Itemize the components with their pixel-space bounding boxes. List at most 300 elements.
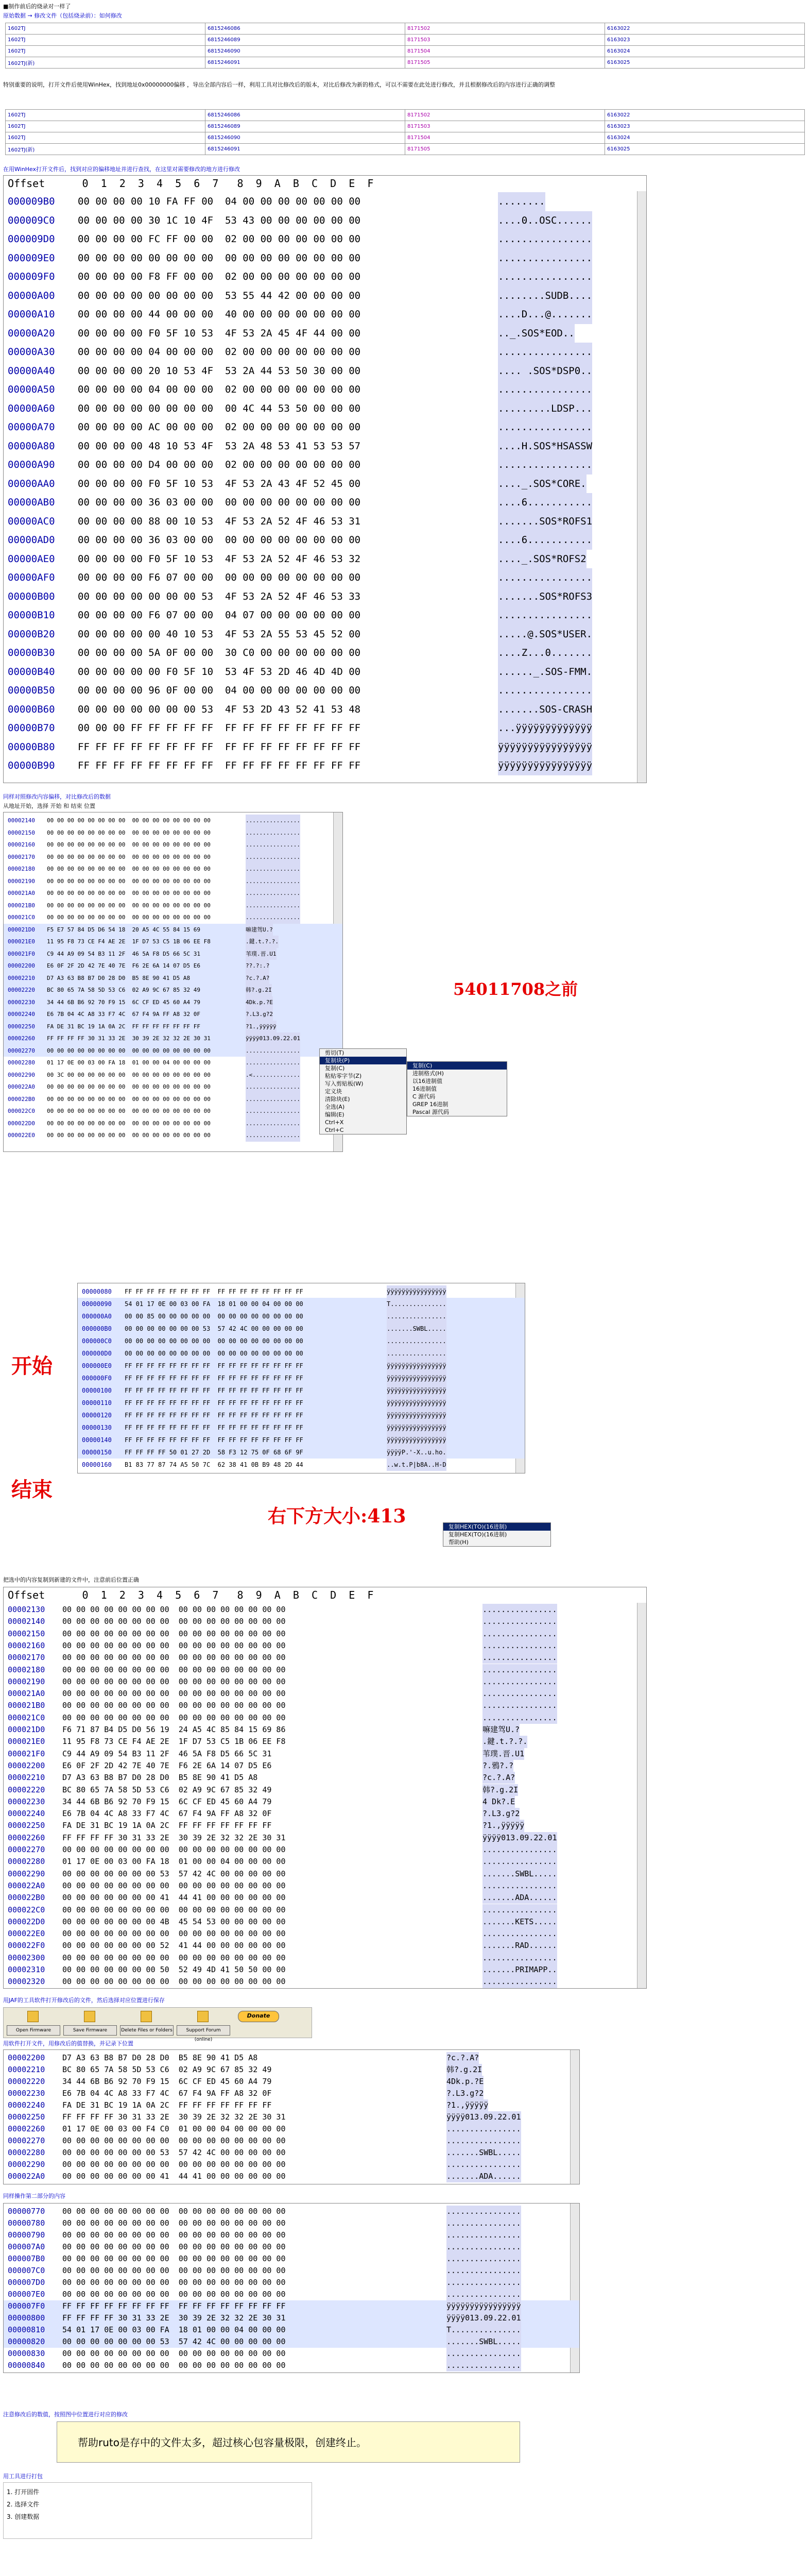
hex-bytes[interactable]: 01 17 0E 00 03 00 FA 18 01 00 00 04 00 00 00 00 <box>47 1059 211 1066</box>
hex-ascii[interactable]: ....Z...0....... <box>498 643 592 663</box>
menu-item[interactable]: Ctrl+C <box>325 1127 344 1133</box>
hex-ascii[interactable]: ....6........... <box>498 531 592 550</box>
hex-ascii[interactable]: ................ <box>482 1640 557 1652</box>
hex-ascii[interactable]: ÿÿÿÿ013.09.22.01 <box>446 2111 521 2123</box>
hex-bytes[interactable]: 00 00 00 00 00 00 00 00 00 00 00 00 00 00 00 00 <box>47 817 211 824</box>
hex-bytes[interactable]: 00 00 00 00 00 00 00 00 00 00 00 00 00 00 00 00 <box>47 877 211 885</box>
hex-row[interactable] <box>4 2099 579 2111</box>
hex-row[interactable] <box>4 1772 646 1784</box>
hex-row[interactable] <box>4 2241 579 2253</box>
hex-ascii[interactable]: 4Dk.p.?E <box>246 996 273 1009</box>
hex-ascii[interactable]: ................ <box>446 2360 521 2371</box>
menu-item[interactable]: 剪切(T) <box>325 1049 344 1056</box>
hex-bytes[interactable]: FF FF FF FF 30 31 33 2E 30 39 2E 32 32 2E 30 31 <box>62 1833 286 1842</box>
hex-bytes[interactable]: 34 44 6B B6 92 70 F9 15 6C CF ED 45 60 A4 79 <box>47 998 201 1006</box>
menu-item[interactable]: 写入剪贴板(W) <box>325 1080 364 1087</box>
hex-ascii[interactable]: ................ <box>498 267 592 286</box>
hex-ascii[interactable]: ?.鴉?.? <box>482 1760 513 1772</box>
hex-row[interactable] <box>4 1868 646 1880</box>
hex-row[interactable] <box>4 719 646 738</box>
hex-ascii[interactable]: .......RAD...... <box>482 1940 557 1952</box>
hex-ascii[interactable]: ÿÿÿÿ013.09.22.01 <box>246 1032 300 1045</box>
hex-row[interactable] <box>78 1285 525 1298</box>
hex-row[interactable] <box>4 984 342 996</box>
hex-bytes[interactable]: 00 00 00 00 F8 FF 00 00 02 00 00 00 00 00 00 00 <box>78 271 361 282</box>
hex-row[interactable] <box>4 738 646 757</box>
hex-bytes[interactable]: 00 00 00 00 00 00 00 00 00 00 00 00 00 00 00 00 <box>62 1605 286 1614</box>
hex-row[interactable] <box>4 380 646 399</box>
hex-bytes[interactable]: 00 00 00 00 00 00 00 53 4F 53 2D 43 52 41 53 48 <box>78 703 361 715</box>
hex-ascii[interactable]: ÿÿÿÿP.'-X..u.ho. <box>387 1446 446 1459</box>
hex-ascii[interactable]: ÿÿÿÿÿÿÿÿÿÿÿÿÿÿÿÿ <box>387 1384 446 1397</box>
hex-ascii[interactable]: .<.............. <box>246 1069 300 1081</box>
hex-row[interactable] <box>4 305 646 324</box>
hex-ascii[interactable]: ......_.SOS-FMM. <box>498 663 592 682</box>
hex-ascii[interactable]: ................ <box>482 1652 557 1664</box>
hex-row[interactable] <box>4 2277 579 2289</box>
submenu-item[interactable]: GREP 16进制 <box>412 1101 449 1108</box>
hex-ascii[interactable]: .....@.SOS*USER. <box>498 625 592 644</box>
hex-row[interactable] <box>4 286 646 306</box>
hex-ascii[interactable]: 嘛建驾U.? <box>482 1724 520 1736</box>
hex-ascii[interactable]: ................ <box>246 1081 300 1093</box>
hex-ascii[interactable]: T............... <box>446 2324 521 2336</box>
hex-ascii[interactable]: .......SOS-CRASH <box>498 700 592 719</box>
hex-row[interactable] <box>4 512 646 531</box>
menu-item[interactable]: 清除块(E) <box>325 1096 350 1103</box>
hex-ascii[interactable]: ................ <box>482 1628 557 1640</box>
hex-bytes[interactable]: 00 00 00 00 00 00 00 00 00 00 00 00 00 00 00 00 <box>62 2207 286 2216</box>
hex-ascii[interactable]: ................ <box>446 2265 521 2277</box>
hex-bytes[interactable]: 00 00 00 00 00 00 00 00 00 00 00 00 00 00 00 00 <box>125 1337 303 1345</box>
hex-bytes[interactable]: FF FF FF FF FF FF FF FF FF FF FF FF FF FF FF FF <box>125 1399 303 1406</box>
hex-row[interactable] <box>4 493 646 512</box>
hex-bytes[interactable]: FA DE 31 BC 19 1A 0A 2C FF FF FF FF FF FF FF <box>62 2100 272 2110</box>
hex-ascii[interactable]: ................ <box>482 1976 557 1988</box>
hex-row[interactable] <box>78 1409 525 1421</box>
hex-bytes[interactable]: F6 71 87 B4 D5 D0 56 19 24 A5 4C 85 84 15 69 86 <box>62 1725 286 1734</box>
hex-row[interactable] <box>4 531 646 550</box>
menu-item[interactable]: 复制块(P) <box>320 1057 406 1064</box>
hex-bytes[interactable]: 00 00 00 00 00 00 00 00 00 00 00 00 00 00 00 00 <box>47 853 211 860</box>
hex-row[interactable] <box>4 1904 646 1916</box>
hex-ascii[interactable]: ................ <box>387 1310 446 1323</box>
hex-bytes[interactable]: 00 00 00 00 00 00 00 00 00 00 00 00 00 00 00 00 <box>62 2160 286 2169</box>
hex-bytes[interactable]: 00 00 00 00 00 00 00 00 00 00 00 00 00 00 00 00 <box>62 1701 286 1710</box>
hex-row[interactable] <box>4 2111 579 2123</box>
hex-row[interactable] <box>78 1347 525 1360</box>
hex-ascii[interactable]: .......SWBL..... <box>387 1323 446 1335</box>
hex-ascii[interactable]: .......KETS..... <box>482 1916 557 1928</box>
hex-bytes[interactable]: 00 00 00 00 00 00 00 00 00 00 00 00 00 00 00 00 <box>47 890 211 896</box>
hex-bytes[interactable]: B1 83 77 87 74 A5 50 7C 62 38 41 0B B9 48 2D 44 <box>125 1461 303 1468</box>
hex-bytes[interactable]: E6 7B 04 4C A8 33 F7 4C 67 F4 9A FF A8 32 0F <box>47 1011 201 1018</box>
hex-row[interactable] <box>4 606 646 625</box>
hex-bytes[interactable]: D7 A3 63 B8 B7 D0 28 D0 B5 8E 90 41 D5 A8 <box>62 1773 258 1783</box>
hex-row[interactable] <box>4 948 342 960</box>
hex-bytes[interactable]: 00 00 00 00 00 00 00 00 00 00 00 00 00 00 00 00 <box>62 1880 286 1890</box>
hex-row[interactable] <box>4 324 646 343</box>
hex-bytes[interactable]: 00 00 00 00 00 00 00 00 00 00 00 00 00 00 00 00 <box>62 2230 286 2240</box>
hex-ascii[interactable]: ÿÿÿÿÿÿÿÿÿÿÿÿÿÿÿÿ <box>387 1434 446 1446</box>
hex-ascii[interactable]: ................ <box>446 2348 521 2360</box>
hex-ascii[interactable]: ................ <box>446 2277 521 2289</box>
hex-row[interactable] <box>4 972 342 985</box>
hex-ascii[interactable]: ................ <box>446 2229 521 2241</box>
hex-bytes[interactable]: FF FF FF FF FF FF FF FF FF FF FF FF FF FF FF FF <box>125 1387 303 1394</box>
hex-ascii[interactable]: ?1.,ÿÿÿÿÿ <box>446 2099 488 2111</box>
menu-item[interactable]: 定义块 <box>325 1088 342 1095</box>
hex-ascii[interactable]: 苇璞.晋.U1 <box>482 1748 524 1760</box>
hex-bytes[interactable]: BC 80 65 7A 58 5D 53 C6 02 A9 9C 67 85 32 49 <box>62 2065 272 2074</box>
hex-row[interactable] <box>4 1105 342 1117</box>
hex-row[interactable] <box>4 2348 579 2360</box>
hex-ascii[interactable]: ................ <box>446 2289 521 2300</box>
hex-bytes[interactable]: E6 7B 04 4C A8 33 F7 4C 67 F4 9A FF A8 32 0F <box>62 1809 272 1819</box>
hex-bytes[interactable]: 00 00 00 00 00 00 00 00 00 00 00 00 00 00 00 00 <box>62 2290 286 2299</box>
hex-ascii[interactable]: ................ <box>446 2135 521 2147</box>
hex-editor-1[interactable] <box>3 175 647 783</box>
hex-row[interactable] <box>4 1057 342 1069</box>
hex-ascii[interactable]: ................ <box>446 2159 521 2171</box>
hex-row[interactable] <box>4 2147 579 2159</box>
hex-ascii[interactable]: ÿÿÿÿÿÿÿÿÿÿÿÿÿÿÿÿ <box>387 1397 446 1409</box>
hex-row[interactable] <box>4 1940 646 1952</box>
hex-row[interactable] <box>4 1916 646 1928</box>
hex-row[interactable] <box>78 1310 525 1323</box>
hex-bytes[interactable]: 01 17 0E 00 03 00 FA 18 01 00 00 04 00 00 00 00 <box>62 1857 286 1867</box>
hex-row[interactable] <box>4 1129 342 1142</box>
hex-row[interactable] <box>4 936 342 948</box>
hex-bytes[interactable]: 00 00 00 00 FC FF 00 00 02 00 00 00 00 00 00 00 <box>78 233 361 245</box>
hex-editor-4[interactable] <box>3 1587 647 1989</box>
hex-bytes[interactable]: 00 00 00 00 00 00 00 00 00 00 00 00 00 00 00 00 <box>47 1120 211 1127</box>
hex-bytes[interactable]: 00 00 00 00 00 00 00 53 57 42 4C 00 00 00 00 00 <box>125 1325 303 1332</box>
hex-ascii[interactable]: ................ <box>246 1045 300 1057</box>
hex-bytes[interactable]: 00 00 00 00 00 00 00 00 00 00 00 00 00 00 00 00 <box>47 1095 211 1103</box>
hex-row[interactable] <box>4 851 342 863</box>
hex-ascii[interactable]: ................ <box>246 815 300 827</box>
hex-row[interactable] <box>4 399 646 418</box>
hex-row[interactable] <box>4 2064 579 2076</box>
hex-ascii[interactable]: .......ADA...... <box>482 1892 557 1904</box>
hex-row[interactable] <box>4 643 646 663</box>
submenu-item[interactable]: Pascal 源代码 <box>412 1109 449 1115</box>
hex-row[interactable] <box>4 2253 579 2265</box>
hex-ascii[interactable]: .......SWBL..... <box>446 2336 521 2348</box>
hex-ascii[interactable]: ................ <box>387 1335 446 1347</box>
hex-ascii[interactable]: ?.L3.g?2 <box>482 1808 520 1820</box>
hex-bytes[interactable]: 00 00 00 00 30 1C 10 4F 53 43 00 00 00 00 00 00 <box>78 214 361 226</box>
toolbar-button[interactable]: Save Firmware <box>63 2025 117 2036</box>
hex-bytes[interactable]: 00 00 00 00 00 00 00 00 00 00 00 00 00 00 00 00 <box>62 1713 286 1722</box>
hex-ascii[interactable]: ................ <box>482 1844 557 1856</box>
hex-row[interactable] <box>4 2312 579 2324</box>
hex-bytes[interactable]: 00 00 00 00 00 00 00 00 53 55 44 42 00 00 00 00 <box>78 290 361 301</box>
hex-row[interactable] <box>4 756 646 775</box>
hex-row[interactable] <box>4 1796 646 1808</box>
donate-button[interactable]: Donate <box>238 2011 279 2022</box>
hex-ascii[interactable]: ?.L3.g?2 <box>246 1008 273 1021</box>
hex-ascii[interactable]: ?.L3.g?2 <box>446 2088 484 2099</box>
hex-bytes[interactable]: 00 00 00 00 00 00 00 00 00 00 00 00 00 00 00 00 <box>47 866 211 872</box>
hex-row[interactable] <box>4 1712 646 1724</box>
hex-row[interactable] <box>78 1372 525 1384</box>
hex-row[interactable] <box>4 1604 646 1616</box>
toolbar-button[interactable]: Support Forum (online) <box>177 2025 230 2036</box>
hex-row[interactable] <box>4 1928 646 1940</box>
hex-row[interactable] <box>4 2324 579 2336</box>
hex-ascii[interactable]: ................ <box>446 2217 521 2229</box>
hex-ascii[interactable]: ??.?:.? <box>246 960 269 972</box>
hex-editor-5[interactable] <box>3 2049 580 2184</box>
copy-menu-item[interactable]: 复制HEX(TO)(16进制) <box>449 1531 507 1538</box>
hex-row[interactable] <box>4 1640 646 1652</box>
hex-row[interactable] <box>4 249 646 268</box>
hex-row[interactable] <box>4 418 646 437</box>
hex-ascii[interactable]: ................ <box>482 1880 557 1892</box>
hex-bytes[interactable]: 00 00 00 00 00 00 00 00 00 00 00 00 00 00 00 00 <box>62 2242 286 2251</box>
hex-bytes[interactable]: FF FF FF FF 30 31 33 2E 30 39 2E 32 32 2E 30 31 <box>62 2112 286 2122</box>
hex-row[interactable] <box>4 2159 579 2171</box>
hex-ascii[interactable]: ................ <box>482 1676 557 1688</box>
hex-ascii[interactable]: ÿÿÿÿÿÿÿÿÿÿÿÿÿÿÿÿ <box>387 1285 446 1298</box>
hex-ascii[interactable]: ...._.SOS*ROFS2 <box>498 550 587 569</box>
hex-bytes[interactable]: FF FF FF FF FF FF FF FF FF FF FF FF FF FF FF FF <box>78 760 361 771</box>
hex-row[interactable] <box>4 2076 579 2088</box>
hex-bytes[interactable]: FF FF FF FF FF FF FF FF FF FF FF FF FF FF FF FF <box>78 741 361 753</box>
hex-ascii[interactable]: ÿÿÿÿÿÿÿÿÿÿÿÿÿÿÿÿ <box>446 2300 521 2312</box>
hex-row[interactable] <box>4 2229 579 2241</box>
hex-ascii[interactable]: ................ <box>498 606 592 625</box>
hex-row[interactable] <box>4 875 342 888</box>
hex-row[interactable] <box>4 2289 579 2300</box>
copy-menu-item[interactable]: 帮助(H) <box>449 1539 469 1546</box>
hex-ascii[interactable]: .......PRIMAPP.. <box>482 1964 557 1976</box>
hex-bytes[interactable]: D7 A3 63 B8 B7 D0 28 D0 B5 8E 90 41 D5 A8 <box>62 2053 258 2062</box>
hex-bytes[interactable]: 34 44 6B B6 92 70 F9 15 6C CF ED 45 60 A4 79 <box>62 2077 272 2086</box>
hex-bytes[interactable]: 00 00 00 00 00 00 00 00 00 00 00 00 00 00 00 00 <box>47 1132 211 1139</box>
submenu-item[interactable]: 复制(C) <box>407 1062 507 1070</box>
hex-ascii[interactable]: .......ADA...... <box>446 2171 521 2182</box>
hex-bytes[interactable]: 00 00 00 00 00 00 00 52 41 44 00 00 00 00 00 00 <box>62 1941 286 1951</box>
hex-row[interactable] <box>4 1784 646 1796</box>
hex-ascii[interactable]: ................ <box>482 1664 557 1676</box>
hex-bytes[interactable]: BC 80 65 7A 58 5D 53 C6 02 A9 9C 67 85 32 49 <box>62 1785 272 1794</box>
hex-row[interactable] <box>4 863 342 875</box>
hex-row[interactable] <box>4 681 646 700</box>
hex-ascii[interactable]: ................ <box>246 827 300 839</box>
hex-row[interactable] <box>4 1724 646 1736</box>
hex-row[interactable] <box>4 2336 579 2348</box>
hex-bytes[interactable]: 00 00 00 00 F0 5F 10 53 4F 53 2A 45 4F 44 00 00 <box>78 327 361 339</box>
hex-row[interactable] <box>4 2088 579 2099</box>
hex-ascii[interactable]: ................ <box>482 1856 557 1868</box>
hex-row[interactable] <box>4 1676 646 1688</box>
hex-row[interactable] <box>4 1736 646 1748</box>
hex-bytes[interactable]: 00 00 00 00 00 00 00 00 00 4C 44 53 50 00 00 00 <box>78 402 361 414</box>
hex-row[interactable] <box>4 230 646 249</box>
hex-row[interactable] <box>4 1069 342 1081</box>
hex-row[interactable] <box>4 1628 646 1640</box>
hex-row[interactable] <box>4 1844 646 1856</box>
hex-row[interactable] <box>4 1856 646 1868</box>
hex-ascii[interactable]: ....0..OSC...... <box>498 211 592 230</box>
hex-row[interactable] <box>4 1664 646 1676</box>
hex-bytes[interactable]: 00 00 00 FF FF FF FF FF FF FF FF FF FF FF FF FF <box>78 722 361 734</box>
hex-row[interactable] <box>4 192 646 211</box>
hex-bytes[interactable]: 00 00 00 00 00 00 00 41 44 41 00 00 00 00 00 00 <box>62 1893 286 1903</box>
menu-item[interactable]: Ctrl+X <box>325 1119 344 1126</box>
hex-bytes[interactable]: FF FF FF FF FF FF FF FF FF FF FF FF FF FF FF FF <box>62 2301 286 2311</box>
hex-row[interactable] <box>4 437 646 456</box>
menu-item[interactable]: 粘贴零字节(Z) <box>325 1073 362 1079</box>
hex-ascii[interactable]: ÿÿÿÿÿÿÿÿÿÿÿÿÿÿÿÿ <box>498 738 592 757</box>
hex-row[interactable] <box>4 1832 646 1844</box>
hex-row[interactable] <box>4 1045 342 1057</box>
hex-bytes[interactable]: 00 00 00 00 00 00 00 00 00 00 00 00 00 00 00 00 <box>62 1953 286 1962</box>
hex-ascii[interactable]: ................ <box>446 2206 521 2217</box>
hex-ascii[interactable]: ................ <box>482 1712 557 1724</box>
hex-ascii[interactable]: ...._.SOS*CORE. <box>498 474 587 494</box>
hex-ascii[interactable]: ................ <box>246 911 300 924</box>
hex-ascii[interactable]: ÿÿÿÿ013.09.22.01 <box>482 1832 557 1844</box>
hex-row[interactable] <box>4 550 646 569</box>
hex-row[interactable] <box>4 2123 579 2135</box>
hex-row[interactable] <box>4 1616 646 1628</box>
hex-row[interactable] <box>78 1446 525 1459</box>
hex-ascii[interactable]: ................ <box>246 875 300 888</box>
hex-bytes[interactable]: E6 7B 04 4C A8 33 F7 4C 67 F4 9A FF A8 32 0F <box>62 2089 272 2098</box>
hex-row[interactable] <box>4 2171 579 2182</box>
hex-ascii[interactable]: ................ <box>482 1616 557 1628</box>
hex-bytes[interactable]: 00 00 00 00 00 00 00 4B 45 54 53 00 00 00 00 00 <box>62 1917 286 1926</box>
hex-row[interactable] <box>4 1748 646 1760</box>
hex-ascii[interactable]: .......SWBL..... <box>446 2147 521 2159</box>
hex-ascii[interactable]: ................ <box>498 343 592 362</box>
hex-row[interactable] <box>4 1652 646 1664</box>
hex-bytes[interactable]: 01 17 0E 00 03 00 F4 C0 01 00 00 04 00 00 00 00 <box>62 2124 286 2133</box>
hex-bytes[interactable]: 00 00 85 00 00 00 00 00 00 00 00 00 00 00 00 00 <box>125 1313 303 1320</box>
hex-bytes[interactable]: 00 00 00 00 00 F0 5F 10 53 4F 53 2D 46 4D 4D 00 <box>78 666 361 677</box>
hex-row[interactable] <box>4 343 646 362</box>
hex-ascii[interactable]: ................ <box>246 839 300 851</box>
hex-row[interactable] <box>4 1760 646 1772</box>
hex-row[interactable] <box>4 1688 646 1700</box>
hex-bytes[interactable]: 00 00 00 00 00 00 00 00 00 00 00 00 00 00 00 00 <box>62 2266 286 2275</box>
hex-bytes[interactable]: 00 00 00 00 00 00 00 53 57 42 4C 00 00 00 00 00 <box>62 2337 286 2346</box>
hex-row[interactable] <box>4 1952 646 1964</box>
hex-ascii[interactable]: ................ <box>498 380 592 399</box>
hex-ascii[interactable]: 4 Dk?.E <box>482 1796 515 1808</box>
hex-ascii[interactable]: 4Dk.p.?E <box>446 2076 484 2088</box>
hex-bytes[interactable]: 00 00 00 00 00 00 00 50 52 49 4D 41 50 50 00 00 <box>62 1965 286 1974</box>
menu-item[interactable]: 复制(C) <box>325 1065 345 1072</box>
submenu-item[interactable]: 进制格式(H) <box>412 1070 444 1077</box>
hex-ascii[interactable]: ................ <box>387 1347 446 1360</box>
hex-ascii[interactable]: ................ <box>246 1057 300 1069</box>
hex-row[interactable] <box>4 1032 342 1045</box>
hex-bytes[interactable]: 34 44 6B B6 92 70 F9 15 6C CF ED 45 60 A4 79 <box>62 1797 272 1806</box>
hex-row[interactable] <box>4 2300 579 2312</box>
hex-ascii[interactable]: ................ <box>246 887 300 900</box>
hex-ascii[interactable]: ..w.t.P|b8A..H-D <box>387 1459 446 1471</box>
hex-bytes[interactable]: 00 00 00 00 48 10 53 4F 53 2A 48 53 41 53 53 57 <box>78 440 361 452</box>
hex-bytes[interactable]: 00 00 00 00 00 00 00 00 00 00 00 00 00 00 00 00 <box>62 1689 286 1699</box>
hex-bytes[interactable]: 00 00 00 00 00 00 00 00 00 00 00 00 00 00 00 00 <box>62 1653 286 1663</box>
hex-bytes[interactable]: 00 00 00 00 F6 07 00 00 04 07 00 00 00 00 00 00 <box>78 609 361 621</box>
hex-ascii[interactable]: ÿÿÿÿÿÿÿÿÿÿÿÿÿÿÿÿ <box>387 1360 446 1372</box>
hex-ascii[interactable]: ....6........... <box>498 493 592 512</box>
hex-ascii[interactable]: ................ <box>246 1117 300 1130</box>
hex-bytes[interactable]: 11 95 F8 73 CE F4 AE 2E 1F D7 53 C5 1B 06 EE F8 <box>62 1737 286 1747</box>
hex-bytes[interactable]: 00 00 00 00 00 00 00 00 00 00 00 00 00 00 00 00 <box>62 1977 286 1987</box>
hex-row[interactable] <box>4 1976 646 1988</box>
hex-row[interactable] <box>4 827 342 839</box>
hex-bytes[interactable]: 00 00 00 00 F6 07 00 00 00 00 00 00 00 00 00 00 <box>78 572 361 583</box>
hex-ascii[interactable]: .鍵.t.?.?. <box>482 1736 527 1748</box>
hex-bytes[interactable]: 00 00 00 00 00 40 10 53 4F 53 2A 55 53 45 52 00 <box>78 628 361 640</box>
hex-row[interactable] <box>4 455 646 474</box>
hex-bytes[interactable]: 00 00 00 00 00 00 00 00 00 00 00 00 00 00 00 00 <box>78 252 361 264</box>
hex-ascii[interactable]: 苇璞.晋.U1 <box>246 948 277 960</box>
hex-bytes[interactable]: 00 00 00 00 AC 00 00 00 02 00 00 00 00 00 00 00 <box>78 421 361 433</box>
hex-row[interactable] <box>78 1397 525 1409</box>
hex-row[interactable] <box>4 587 646 606</box>
hex-bytes[interactable]: 00 00 00 00 00 00 00 00 00 00 00 00 00 00 00 00 <box>47 829 211 836</box>
hex-bytes[interactable]: 00 00 00 00 10 FA FF 00 04 00 00 00 00 00 00 00 <box>78 196 361 207</box>
hex-bytes[interactable]: FF FF FF FF FF FF FF FF FF FF FF FF FF FF FF FF <box>125 1375 303 1382</box>
hex-row[interactable] <box>4 1700 646 1711</box>
hex-row[interactable] <box>4 1093 342 1106</box>
hex-ascii[interactable]: ................ <box>498 455 592 474</box>
hex-ascii[interactable]: .......SOS*ROFS1 <box>498 512 592 531</box>
hex-ascii[interactable]: 韩?.g.2I <box>482 1784 518 1796</box>
hex-row[interactable] <box>4 2265 579 2277</box>
hex-ascii[interactable]: ÿÿÿÿ013.09.22.01 <box>446 2312 521 2324</box>
hex-editor-2[interactable] <box>3 812 343 1152</box>
hex-row[interactable] <box>78 1298 525 1310</box>
hex-ascii[interactable]: ...ÿÿÿÿÿÿÿÿÿÿÿÿÿ <box>498 719 592 738</box>
hex-ascii[interactable]: ................ <box>482 1904 557 1916</box>
hex-row[interactable] <box>78 1384 525 1397</box>
hex-bytes[interactable]: 00 00 00 00 00 00 00 00 00 00 00 00 00 00 00 00 <box>125 1350 303 1357</box>
hex-editor-6[interactable] <box>3 2203 580 2373</box>
hex-bytes[interactable]: 00 00 00 00 00 00 00 00 00 00 00 00 00 00 00 00 <box>62 1676 286 1686</box>
hex-bytes[interactable]: FA DE 31 BC 19 1A 0A 2C FF FF FF FF FF FF FF <box>62 1821 272 1831</box>
hex-row[interactable] <box>4 211 646 230</box>
hex-bytes[interactable]: FF FF FF FF FF FF FF FF FF FF FF FF FF FF FF FF <box>125 1436 303 1444</box>
hex-row[interactable] <box>78 1421 525 1434</box>
hex-bytes[interactable]: 00 00 00 00 00 00 00 00 00 00 00 00 00 00 00 00 <box>62 1617 286 1626</box>
hex-ascii[interactable]: ................ <box>482 1952 557 1964</box>
hex-ascii[interactable]: ....H.SOS*HSASSW <box>498 437 592 456</box>
hex-bytes[interactable]: FF FF FF FF 30 31 33 2E 30 39 2E 32 32 2E 30 31 <box>47 1035 211 1042</box>
hex-bytes[interactable]: 00 00 00 00 04 00 00 00 02 00 00 00 00 00 00 00 <box>78 346 361 358</box>
copy-menu-item[interactable]: 复制HEX(TO)(16进制) <box>443 1523 550 1531</box>
hex-bytes[interactable]: 00 00 00 00 00 00 00 00 00 00 00 00 00 00 00 00 <box>47 1047 211 1054</box>
submenu-item[interactable]: 16进制值 <box>412 1086 437 1092</box>
hex-ascii[interactable]: ................ <box>246 1093 300 1106</box>
hex-bytes[interactable]: FF FF FF FF FF FF FF FF FF FF FF FF FF FF FF FF <box>125 1412 303 1419</box>
hex-row[interactable] <box>4 2360 579 2371</box>
hex-bytes[interactable]: 00 00 00 00 00 00 00 00 00 00 00 00 00 00 00 00 <box>62 2218 286 2228</box>
hex-row[interactable] <box>4 887 342 900</box>
hex-ascii[interactable]: .......SOS*ROFS3 <box>498 587 592 606</box>
hex-bytes[interactable]: 00 00 00 00 F0 5F 10 53 4F 53 2A 52 4F 46 53 32 <box>78 553 361 565</box>
hex-row[interactable] <box>4 1964 646 1976</box>
hex-ascii[interactable]: ÿÿÿÿÿÿÿÿÿÿÿÿÿÿÿÿ <box>387 1421 446 1434</box>
